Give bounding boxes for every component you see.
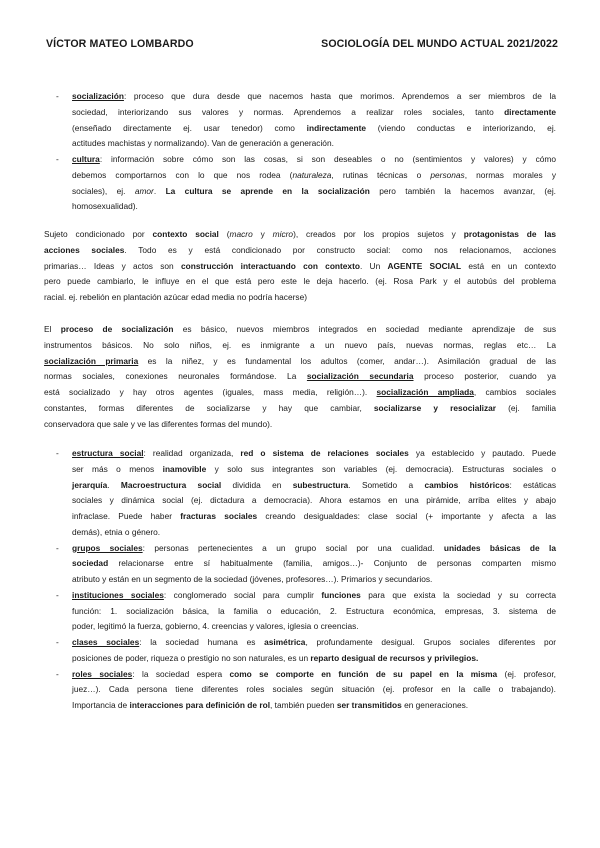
- bullet-dash: -: [56, 542, 59, 553]
- paragraph-socialization-process: [44, 322, 556, 432]
- structure-bullet-item-text: [72, 588, 556, 635]
- bullet-dash: -: [56, 637, 59, 647]
- concept-bullet-line: sociedad, interiorizando sus valores y normas. Aprendemos a realizar roles sociales, tanto directamente: [72, 106, 556, 117]
- structure-bullet-line: poder, legitimó la fuerza, gobierno, 4. creencias y valores, iglesia o creencias.: [72, 621, 359, 632]
- bullet-dash: -: [56, 154, 59, 164]
- structure-bullet-line: infraclase. Puede haber fracturas sociales creando desigualdades: clase social (+ importante y afecta a las: [72, 511, 557, 521]
- structure-bullet-item-text: [72, 446, 556, 541]
- structure-bullet-line: ser más o menos inamovible y solo sus integrantes son variables (ej. democracia). Estructuras sociales o: [72, 463, 557, 474]
- bullet-dash: -: [56, 589, 59, 600]
- paragraph-socialization-process-line: El proceso de socialización es básico, nuevos miembros integrados en sociedad mediante aprendizaje de sus: [44, 324, 556, 334]
- concept-bullet-line: socialización: proceso que dura desde que nacemos hasta que morimos. Aprendemos a ser miembros de la: [72, 91, 556, 101]
- structure-bullet-line: clases sociales: la sociedad humana es asimétrica, profundamente desigual. Grupos sociales diferentes por: [72, 637, 557, 647]
- paragraph-socialization-process-line: socialización primaria es la niñez, y es fundamental los adultos (comer, andar…). Asimilación gradual de las: [44, 355, 556, 366]
- bullet-dash: -: [56, 668, 59, 679]
- bullet-dash: -: [56, 448, 59, 458]
- structure-bullet-line: jerarquía. Macroestructura social dividida en subestructura. Sometido a cambios históricos: estáticas: [72, 479, 557, 490]
- structure-bullet-line: sociedad relacionarse entre sí habitualmente (familia, amigos…)- Conjunto de personas comparten mismo: [72, 558, 556, 569]
- concept-bullet-line: actitudes machistas y normalizando). Van de generación a generación.: [72, 138, 334, 149]
- bullet-dash: -: [56, 91, 59, 101]
- concept-bullet-item-text: [72, 152, 556, 215]
- paragraph-social-context-line: primarias… Ideas y actos son construcción interactuando con contexto. Un AGENTE SOCIAL está en un contexto: [44, 260, 556, 271]
- structure-bullet-line: posiciones de poder, riqueza o prestigio no son naturales, es un reparto desigual de recursos y privilegios.: [72, 652, 479, 663]
- structure-bullet-item-text: [72, 667, 556, 714]
- structure-bullet-line: roles sociales: la sociedad espera como se comporte en función de su papel en la misma (ej. profesor,: [72, 668, 556, 679]
- structure-bullet-item-text: [72, 541, 556, 588]
- structure-bullet-line: atributo y están en un segmento de la sociedad (jóvenes, profesores…). Primarios y secundarios.: [72, 574, 433, 584]
- paragraph-social-context-line: racial. ej. rebelión en plantación azúcar edad media no podría hacerse): [44, 292, 307, 302]
- paragraph-social-context-line: pero puede cambiarlo, le influye en el que está pero este le deja hacerlo. (ej. Rosa Park y el autobús del problema: [44, 276, 556, 287]
- paragraph-social-context-line: acciones sociales. Todo es y está condicionado por constructo social: como nos relacionamos, acciones: [44, 244, 556, 255]
- author-name: VÍCTOR MATEO LOMBARDO: [46, 38, 194, 50]
- course-title: SOCIOLOGÍA DEL MUNDO ACTUAL 2021/2022: [321, 38, 558, 50]
- structure-bullet-line: demás), etnia o género.: [72, 526, 161, 537]
- concept-bullet-line: sociales), ej. amor. La cultura se aprende en la socialización pero también la hacemos avanzar, (ej.: [72, 185, 556, 196]
- structure-bullet-line: Importancia de interacciones para definición de rol, también pueden ser transmitidos en generaciones.: [72, 700, 469, 710]
- structure-bullet-line: función: 1. socialización básica, la familia o educación, 2. Estructura económica, empresas, 3. sistema de: [72, 605, 556, 616]
- structure-bullet-line: grupos sociales: personas pertenecientes a un grupo social por una cualidad. unidades básicas de la: [72, 542, 556, 553]
- paragraph-socialization-process-line: conservadora que sale y ve las diferentes formas del mundo).: [44, 418, 273, 429]
- concept-bullet-line: debemos comportarnos con lo que nos rodea (naturaleza, rutinas técnicas o personas, normas morales y: [72, 169, 556, 180]
- paragraph-socialization-process-line: normas sociales, conexiones neuronales formándose. La socialización secundaria proceso posterior, cuando ya: [44, 371, 557, 382]
- paragraph-socialization-process-line: instrumentos básicos. No solo niños, ej. es inmigrante a un nuevo país, nuevas normas, reglas etc… La: [44, 339, 556, 350]
- structure-bullet-line: juez…). Cada persona tiene diferentes roles sociales según situación (ej. profesor en la calle o trabajando).: [72, 684, 556, 695]
- paragraph-socialization-process-line: está socializado y hay otros agentes (iguales, mass media, religión…). socialización ampliada, cambios sociales: [44, 387, 556, 397]
- concept-bullet-line: (enseñado directamente ej. usar tenedor) como indirectamente (viendo conductas e interiorizando, ej.: [72, 122, 556, 133]
- concept-bullet-item-text: [72, 89, 556, 152]
- paragraph-social-context-line: Sujeto condicionado por contexto social (macro y micro), creados por los propios sujetos y protagonistas de las: [44, 229, 556, 239]
- structure-bullet-line: estructura social: realidad organizada, red o sistema de relaciones sociales ya establecido y pautado. Puede: [72, 448, 556, 458]
- structure-bullet-line: instituciones sociales: conglomerado social para cumplir funciones para que exista la sociedad y su correcta: [72, 589, 556, 600]
- concept-bullet-line: homosexualidad).: [72, 201, 138, 212]
- paragraph-social-context: [44, 227, 556, 306]
- paragraph-socialization-process-line: constantes, formas diferentes de socializarse y hay que cambiar, socializarse y resocializar (ej. familia: [44, 402, 556, 413]
- structure-bullet-line: sociales y dinámica social (ej. dictadura a democracia). Ahora estamos en una pirámide, arriba elites y abajo: [72, 495, 556, 506]
- concept-bullet-line: cultura: información sobre cómo son las cosas, si son deseables o no (sentimientos y valores) y cómo: [72, 154, 556, 164]
- page-header: [46, 38, 558, 50]
- structure-bullet-item-text: [72, 635, 556, 667]
